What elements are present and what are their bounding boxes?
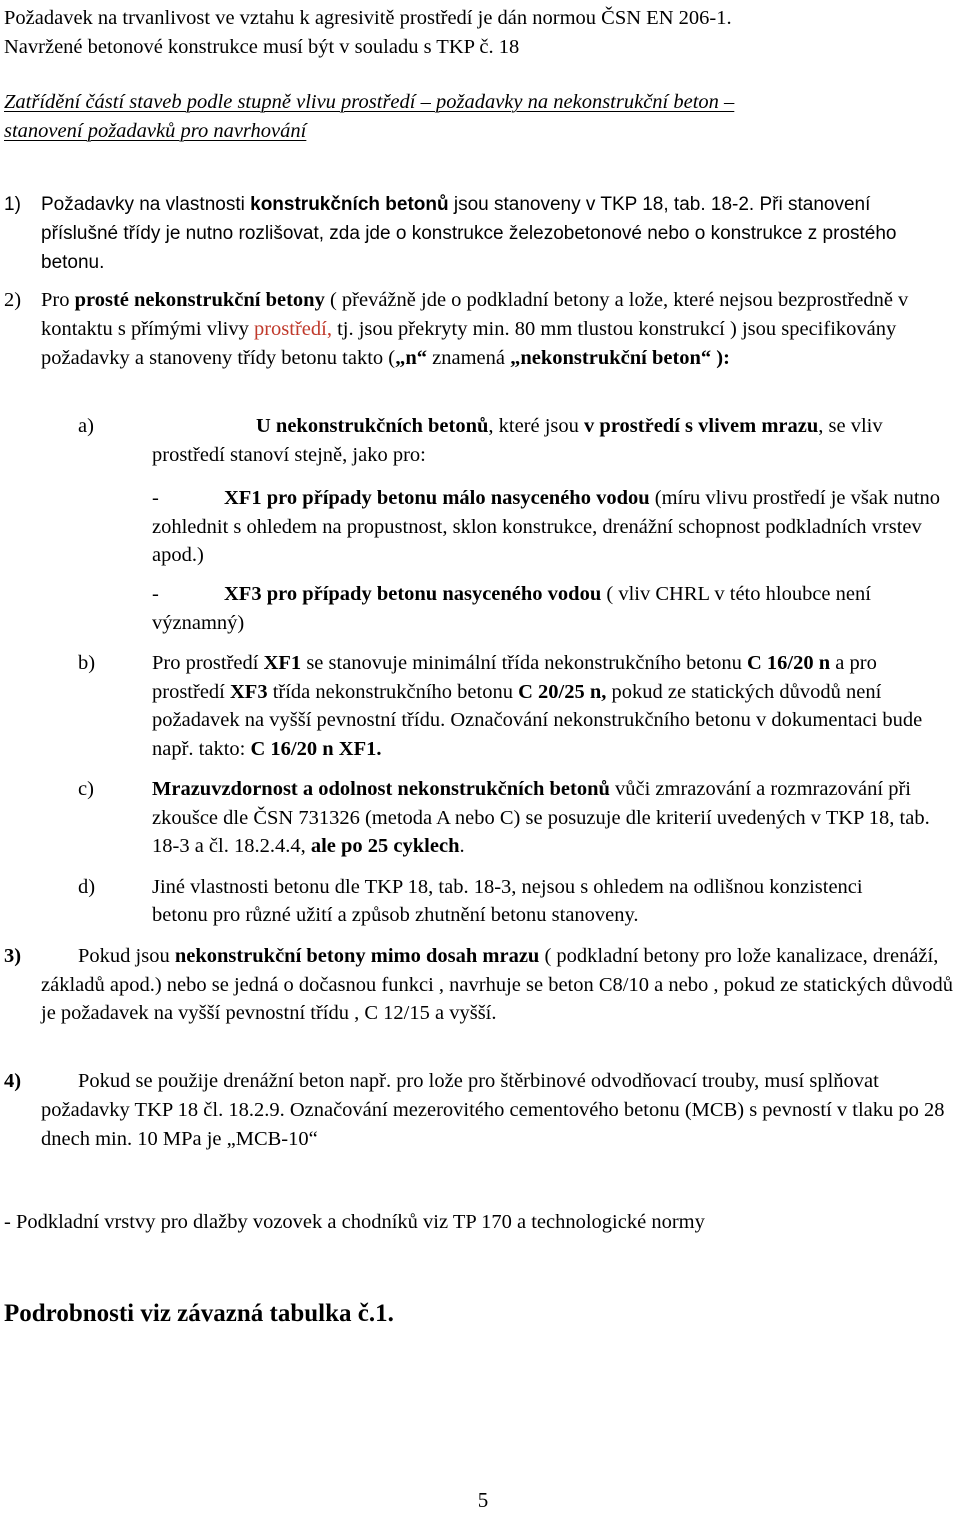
item-c-text: Mrazuvzdornost a odolnost nekonstrukčních betonů vůči zmrazování a rozmrazování při zkoušce dle ČSN 731326 (metoda A nebo C) se posuzuje dle kriterií uvedených v TKP 18, tab. 18-3 a čl. 18.2.4.4, ale po 25 cyklech.: [152, 778, 930, 857]
heading-line-1: Zatřídění částí staveb podle stupně vlivu prostředí – požadavky na nekonstrukční beton –: [4, 91, 735, 113]
item-c-label: c): [78, 778, 94, 800]
item-a-dash-2: [152, 580, 948, 638]
item-d: [78, 873, 910, 929]
item-b: [78, 649, 952, 763]
item-a-text: U nekonstrukčních betonů, které jsou v prostředí s vlivem mrazu, se vliv prostředí stanoví stejně, jako pro:: [152, 415, 883, 466]
heading-line-2: stanovení požadavků pro navrhování: [4, 120, 307, 142]
paragraph-2: [4, 286, 938, 373]
item-a-dash-1: [152, 484, 948, 570]
paragraph-1: [4, 190, 938, 277]
item-b-label: b): [78, 652, 96, 674]
page-number: 5: [477, 1488, 489, 1512]
dash-1-bold: XF1 pro případy betonu málo nasyceného vodou: [224, 487, 650, 509]
paragraph-3: 3) Pokud jsou nekonstrukční betony mimo dosah mrazu ( podkladní betony pro lože kanalizace, drenáží, základů apod.) nebo se jedná o dočasnou funkci , navrhuje se beton C8/10 a nebo , pokud ze statických důvodů je požadavek na vyšší pevnostní třídu , C 12/15 a vyšší.: [4, 942, 956, 1028]
paragraph-4-number: 4): [4, 1070, 22, 1092]
section-heading: [4, 88, 960, 146]
intro-line-1: Požadavek na trvanlivost ve vztahu k agresivitě prostředí je dán normou ČSN EN 206-1.: [4, 7, 732, 29]
dash-2-bold: XF3 pro případy betonu nasyceného vodou: [224, 583, 602, 605]
intro: [4, 4, 960, 62]
intro-line-2: Navržené betonové konstrukce musí být v souladu s TKP č. 18: [4, 36, 520, 58]
item-b-text: Pro prostředí XF1 se stanovuje minimální třída nekonstrukčního betonu C 16/20 n a pro prostředí XF3 třída nekonstrukčního betonu C 20/25 n, pokud ze statických důvodů není požadavek na vyšší pevnostní třídu. Označování nekonstrukčního betonu v dokumentaci bude např. takto: C 16/20 n XF1.: [152, 652, 923, 760]
item-d-text: Jiné vlastnosti betonu dle TKP 18, tab. 18-3, nejsou s ohledem na odlišnou konzistenci betonu pro různé užití a způsob zhutnění betonu stanoveny.: [152, 876, 863, 926]
paragraph-4: 4) Pokud se použije drenážní beton např. pro lože pro štěrbinové odvodňovací trouby, musí splňovat požadavky TKP 18 čl. 18.2.9. Označování mezerovitého cementového betonu (MCB) s pevností v tlaku po 28 dnech min. 10 MPa je „MCB-10“: [4, 1067, 956, 1154]
paragraph-2-number: 2): [4, 289, 22, 311]
paragraph-1-number: 1): [4, 194, 21, 215]
dash-2-marker: -: [152, 583, 159, 605]
item-c: [78, 775, 942, 861]
final-reference: [4, 1299, 960, 1328]
dash-1-marker: -: [152, 487, 159, 509]
note: [4, 1208, 960, 1237]
item-a-label: a): [78, 415, 94, 437]
final-reference-text: Podrobnosti viz závazná tabulka č.1.: [4, 1300, 394, 1327]
item-a: [78, 412, 948, 470]
paragraph-3-number: 3): [4, 945, 22, 967]
item-d-label: d): [78, 876, 96, 898]
paragraph-2-text: Pro prosté nekonstrukční betony ( převážně jde o podkladní betony a lože, které nejsou bezprostředně v kontaktu s přímými vlivy prostředí, tj. jsou překryty min. 80 mm tlustou konstrukcí ) jsou specifikovány požadavky a stanoveny třídy betonu takto („n“ znamená „nekonstrukční beton“ ):: [41, 289, 909, 369]
dash-1-text: (míru vlivu prostředí je však nutno zohlednit s ohledem na propustnost, sklon konstrukce, drenážní schopnost podkladních vrstev apod.): [152, 487, 941, 566]
dash-2-text: ( vliv CHRL v této hloubce není významný): [152, 583, 871, 634]
note-text: - Podkladní vrstvy pro dlažby vozovek a chodníků viz TP 170 a technologické normy: [4, 1211, 705, 1233]
paragraph-1-text: Požadavky na vlastnosti konstrukčních betonů jsou stanoveny v TKP 18, tab. 18-2. Při stanovení příslušné třídy je nutno rozlišovat, zda jde o konstrukce železobetonové nebo o konstrukce z prostého betonu.: [41, 194, 897, 273]
